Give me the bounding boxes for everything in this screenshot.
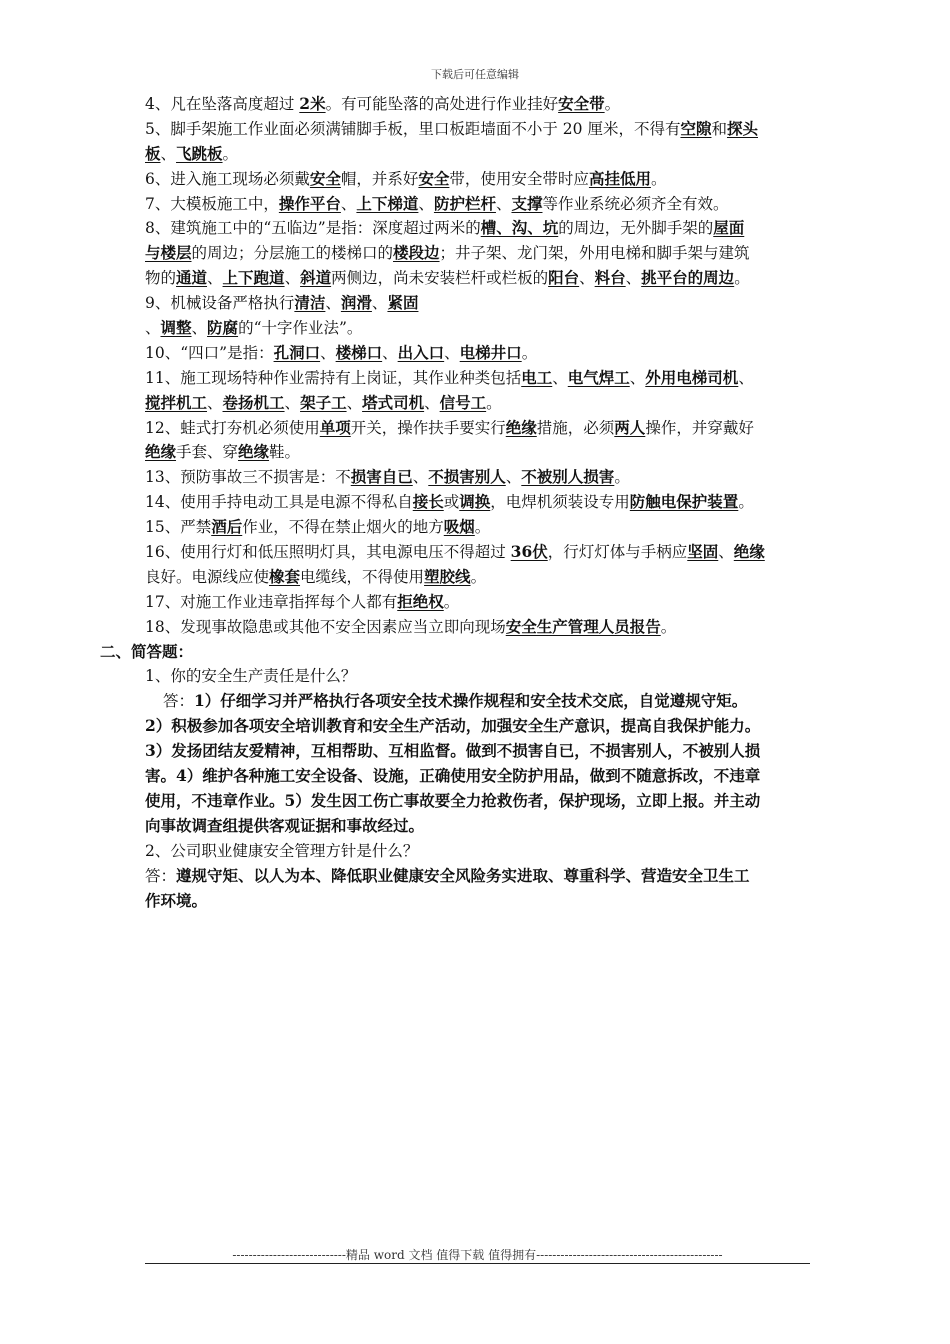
item-text: 、 (424, 393, 440, 412)
item-text: 的周边，无外脚手架的 (558, 219, 714, 238)
answer-blank: 2米 (299, 94, 326, 113)
item-text: 9、机械设备严格执行 (145, 294, 295, 313)
answer-blank: 通道 (176, 268, 208, 288)
answer-blank: 高挂低用 (588, 168, 651, 188)
item-text: 等作业系统必须齐全有效。 (542, 194, 729, 213)
answer-blank: 两人 (614, 417, 646, 437)
answer-1-line-3: 3）发扬团结友爱精神，互相帮助、互相监督。做到不损害自已，不损害别人，不被别人损 (145, 741, 761, 761)
answer-1-line-2: 2）积极参加各项安全培训教育和安全生产活动，加强安全生产意识，提高自我保护能力。 (145, 716, 761, 736)
item-text: 、 (382, 343, 398, 362)
answer-blank: 不损害别人 (428, 467, 506, 487)
item-text: 。 (474, 518, 491, 537)
answer-blank: 电工 (521, 367, 553, 387)
question-1: 1、你的安全生产责任是什么？ (145, 667, 357, 686)
item-line-l8b (145, 241, 810, 266)
answer-text: 遵规守矩、以人为本、降低职业健康安全风险务实进取、尊重科学、营造安全卫生工 (176, 865, 750, 885)
item-text: 开关，操作扶手要实行 (350, 418, 506, 437)
answer-blank: 损害自已 (350, 467, 413, 487)
answer-blank: 楼段边 (393, 243, 440, 263)
answer-blank: 飞跳板 (176, 143, 223, 163)
item-text: 、 (207, 269, 223, 288)
answer-blank: 孔洞口 (273, 342, 321, 362)
answer-blank: 安全 (309, 168, 341, 188)
answer-blank: 润滑 (340, 293, 372, 313)
answer-blank: 信号工 (439, 392, 487, 412)
item-line-l5b (145, 142, 810, 167)
item-text: 、 (718, 543, 734, 562)
item-line-l13 (145, 465, 810, 490)
item-text: 、 (207, 393, 223, 412)
item-text: 手套、穿 (176, 443, 239, 462)
item-text: 、 (418, 194, 434, 213)
item-text: 鞋。 (269, 443, 301, 462)
item-text: ；井子架、龙门架，外用电梯和脚手架与建筑 (439, 244, 750, 263)
answer-blank: 绝缘 (238, 442, 270, 462)
answer-blank: 调整 (160, 318, 192, 338)
item-text: 、 (625, 269, 642, 288)
answer-blank: 绝缘 (505, 417, 537, 437)
answer-blank: 防触电保护装置 (629, 492, 739, 512)
answer-blank: 料台 (594, 268, 626, 288)
footer-rule (145, 1263, 810, 1264)
item-text: 、 (495, 194, 512, 213)
answer-blank: 上下梯道 (356, 193, 419, 213)
item-text: 。 (738, 493, 754, 512)
item-text: 13、预防事故三不损害是：不 (145, 468, 351, 487)
answer-2-line-2: 作环境。 (145, 890, 208, 910)
item-text: 。 (604, 95, 621, 113)
item-line-l15 (145, 515, 810, 540)
answer-blank: 出入口 (397, 342, 445, 362)
item-text: 11、施工现场特种作业需持有上岗证，其作业种类包括 (145, 368, 522, 387)
answer-blank: 绝缘 (145, 442, 177, 462)
item-text: 、 (284, 269, 301, 288)
answer-prefix: 答： (163, 692, 195, 711)
item-text: 带，使用安全带时应 (449, 169, 589, 188)
answer-blank: 吸烟 (443, 517, 475, 537)
answer-blank: 绝缘 (733, 542, 765, 562)
item-text: ，电焊机须装设专用 (490, 493, 630, 512)
item-text: 、 (412, 468, 429, 487)
item-text: 15、严禁 (145, 518, 212, 537)
item-text: 、 (444, 343, 460, 362)
answer-blank: 探头 (726, 118, 758, 138)
item-text: 。 (521, 343, 538, 362)
item-text: 良好。电源线应使 (145, 567, 270, 586)
item-text: 、 (284, 393, 301, 412)
item-line-l7 (145, 192, 810, 217)
item-line-l14 (145, 490, 810, 515)
item-line-l11a (145, 366, 810, 391)
answer-blank: 槽、沟、坑 (480, 218, 559, 238)
item-text: 、 (346, 393, 363, 412)
page-footer: ----------------------------精品 word 文档 值得下载 值得拥有---------------------------------------------- (232, 1248, 723, 1262)
item-line-l17 (145, 590, 810, 615)
item-line-l5a (145, 117, 810, 142)
item-line-l16b (145, 565, 810, 590)
item-text: 两侧边，尚未安装栏杆或栏板的 (331, 269, 549, 288)
answer-blank: 单项 (319, 417, 351, 437)
item-text: 。 (614, 468, 630, 487)
answer-blank: 上下跑道 (222, 268, 285, 288)
answer-blank: 挑平台的周边 (641, 268, 735, 288)
item-text: 、 (160, 144, 177, 163)
item-text: 电缆线，不得使用 (300, 567, 425, 586)
item-text: 、 (191, 319, 208, 338)
answer-blank: 斜道 (300, 268, 332, 288)
page-header: 下载后可任意编辑 (431, 68, 519, 81)
item-line-l4 (145, 92, 810, 117)
answer-blank: 36伏 (510, 542, 548, 562)
answer-blank: 搅拌机工 (145, 392, 208, 412)
answer-blank: 坚固 (687, 542, 719, 562)
answer-2-line-1 (145, 864, 810, 889)
answer-1-line-4: 害。4）维护各种施工安全设备、设施，正确使用安全防护用品，做到不随意拆改，不违章 (145, 766, 761, 786)
item-text: 、 (325, 294, 341, 313)
answer-text: 1）仔细学习并严格执行各项安全技术操作规程和安全技术交底，自觉遵规守矩。 (194, 691, 748, 711)
item-text: 、 (738, 368, 754, 387)
item-line-l8a (145, 216, 810, 241)
item-text: 、 (552, 368, 568, 387)
item-line-l6 (145, 167, 810, 192)
answer-blank: 阳台 (548, 268, 580, 288)
item-line-l16a (145, 540, 810, 565)
answer-blank: 紧固 (387, 293, 419, 313)
answer-blank: 外用电梯司机 (645, 367, 739, 387)
item-text: 4、凡在坠落高度超过 (145, 95, 300, 113)
item-text: 或 (443, 493, 460, 512)
answer-blank: 防腐 (207, 318, 239, 338)
item-text: 5、脚手架施工作业面必须满铺脚手板，里口板距墙面不小于 20 厘米，不得有 (145, 119, 681, 138)
item-text: 、 (145, 319, 161, 338)
answer-blank: 塔式司机 (362, 392, 425, 412)
answer-blank: 屋面 (713, 218, 745, 238)
item-text: 16、使用行灯和低压照明灯具，其电源电压不得超过 (145, 543, 511, 562)
item-text: 6、进入施工现场必须戴 (145, 169, 310, 188)
answer-blank: 卷扬机工 (222, 392, 285, 412)
item-text: 的“十字作业法”。 (238, 319, 363, 338)
document-body (100, 92, 810, 913)
item-line-l18 (145, 615, 810, 640)
item-text: 。 (470, 567, 487, 586)
answer-blank: 橡套 (269, 566, 301, 586)
item-text: 、 (340, 194, 357, 213)
section-title: 二、简答题： (100, 641, 194, 661)
answer-blank: 操作平台 (278, 193, 341, 213)
answer-blank: 拒绝权 (397, 591, 444, 611)
item-line-l11b (145, 391, 810, 416)
item-text: 、 (505, 468, 522, 487)
item-text: 操作，并穿戴好 (645, 418, 754, 437)
item-line-l12b (145, 440, 810, 465)
item-text: 。 (734, 269, 750, 288)
item-text: 8、建筑施工中的“五临边”是指：深度超过两米的 (145, 219, 481, 238)
answer-blank: 清洁 (294, 293, 326, 313)
item-text: 的周边；分层施工的楼梯口的 (191, 244, 394, 263)
item-text: 。 (486, 393, 502, 412)
answer-1-line-1 (145, 689, 810, 714)
item-text: 、 (629, 368, 646, 387)
item-text: 。 (650, 169, 667, 188)
item-text: 物的 (145, 269, 177, 288)
answer-blank: 塑胶线 (424, 566, 471, 586)
item-text: 和 (711, 119, 727, 138)
answer-blank: 不被别人损害 (521, 467, 615, 487)
answer-blank: 架子工 (300, 392, 347, 412)
item-text: 10、“四口”是指： (145, 343, 274, 362)
item-text: 12、蛙式打夯机必须使用 (145, 418, 320, 437)
answer-blank: 板 (145, 143, 161, 163)
item-line-l9b (145, 316, 810, 341)
answer-blank: 电梯井口 (459, 342, 522, 362)
answer-blank: 电气焊工 (567, 367, 630, 387)
item-text: 。 (222, 144, 239, 163)
answer-blank: 接长 (412, 492, 444, 512)
item-text: 、 (579, 269, 595, 288)
answer-blank: 防护栏杆 (433, 193, 496, 213)
item-line-l12a (145, 416, 810, 441)
answer-blank: 安全 (418, 168, 450, 188)
item-text: 17、对施工作业违章指挥每个人都有 (145, 592, 398, 611)
answer-1-line-6: 向事故调查组提供客观证据和事故经过。 (145, 815, 425, 835)
item-line-l9a (145, 291, 810, 316)
item-text: 、 (320, 343, 336, 362)
answer-prefix: 答： (145, 866, 177, 885)
item-line-l8c (145, 266, 810, 291)
answer-blank: 安全生产管理人员报告 (505, 616, 661, 636)
fill-in-answers (145, 92, 810, 640)
answer-blank: 支撑 (511, 193, 543, 213)
item-text: 措施，必须 (536, 418, 615, 437)
answer-blank: 楼梯口 (335, 342, 383, 362)
item-text: 。 (443, 592, 460, 611)
answer-blank: 空隙 (680, 118, 712, 138)
item-line-l10 (145, 341, 810, 366)
item-text: 作业，不得在禁止烟火的地方 (242, 518, 444, 537)
answer-blank: 安全带 (558, 94, 605, 113)
question-2: 2、公司职业健康安全管理方针是什么？ (145, 841, 419, 860)
item-text: 7、大模板施工中， (145, 194, 279, 213)
item-text: 帽，并系好 (340, 169, 419, 188)
item-text: 14、使用手持电动工具是电源不得私自 (145, 493, 413, 512)
answer-1-line-5: 使用，不违章作业。5）发生因工伤亡事故要全力抢救伤者，保护现场，立即上报。并主动 (145, 790, 761, 810)
answer-blank: 调换 (459, 492, 491, 512)
answer-blank: 与楼层 (145, 243, 192, 263)
item-text: 。 (660, 617, 677, 636)
item-text: 18、发现事故隐患或其他不安全因素应当立即向现场 (145, 617, 506, 636)
item-text: 、 (371, 294, 388, 313)
item-text: 。有可能坠落的高处进行作业挂好 (325, 95, 559, 113)
answer-blank: 酒后 (211, 517, 243, 537)
item-text: ，行灯灯体与手柄应 (547, 543, 688, 562)
